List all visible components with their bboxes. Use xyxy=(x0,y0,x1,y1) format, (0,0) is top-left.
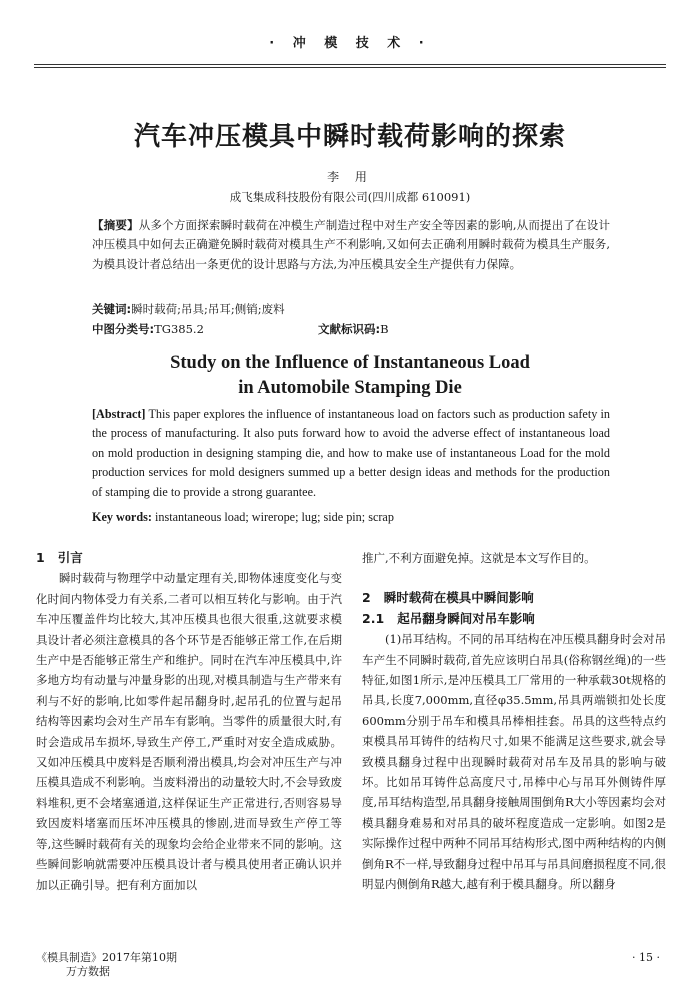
article-title-en-line2: in Automobile Stamping Die xyxy=(238,378,462,398)
clc-label: 中图分类号: xyxy=(92,322,155,336)
article-title-zh: 汽车冲压模具中瞬时载荷影响的探索 xyxy=(133,122,566,152)
footer-watermark: 万方数据 xyxy=(66,965,110,978)
keywords-zh-text: 瞬时载荷;吊具;吊耳;侧销;废料 xyxy=(131,302,285,316)
keywords-en-label: Key words: xyxy=(92,510,152,524)
keywords-zh-label: 关键词: xyxy=(92,302,132,316)
right-column xyxy=(362,548,666,895)
footer-journal xyxy=(36,951,177,979)
column-spacer xyxy=(362,568,666,588)
clc-value: TG385.2 xyxy=(154,322,204,336)
author-name: 李 用 xyxy=(327,170,373,184)
section-2-title: 瞬时载荷在模具中瞬间影响 xyxy=(383,590,534,606)
section-2-number: 2 xyxy=(362,590,371,606)
keywords-en-text: instantaneous load; wirerope; lug; side pin; scrap xyxy=(151,510,394,524)
header-rule-top xyxy=(34,64,666,65)
abstract-en-label: [Abstract] xyxy=(92,407,146,421)
abstract-en-text: This paper explores the influence of instantaneous load on factors such as production safety in the process of manufacturing. It also puts forward how to avoid the adverse effect of instantaneous load on mold production in designing stamping die, and how to make use of instantaneous Load for the mold production services for mold designers summed up a better design ideas and methods for the production of stamping die to provide a strong guarantee. xyxy=(92,407,610,499)
classification-row xyxy=(92,320,610,339)
section-1-heading xyxy=(36,548,342,568)
section-2-1-heading xyxy=(362,609,666,629)
abstract-zh-text: 从多个方面探索瞬时载荷在冲模生产制造过程中对生产安全等因素的影响,从而提出了在设计冲压模具中如何去正确避免瞬时载荷对模具生产不利影响,又如何去正确利用瞬时载荷为模具生产服务,为模具设计者总结出一条更优的设计思路与方法,为冲压模具安全生产提供有力保障。 xyxy=(92,218,611,271)
doc-code-label: 文献标识码: xyxy=(318,322,381,336)
article-title-en-line1: Study on the Influence of Instantaneous Load xyxy=(170,353,530,373)
left-column xyxy=(36,548,342,895)
author-affiliation: 成飞集成科技股份有限公司(四川成都 610091) xyxy=(229,190,471,204)
doc-code-value: B xyxy=(380,322,389,336)
intro-continuation: 推广,不利方面避免掉。这就是本文写作目的。 xyxy=(362,551,596,565)
page-number: · 15 · xyxy=(632,951,660,964)
section-2-heading xyxy=(362,588,666,608)
abstract-en xyxy=(92,405,610,502)
section-1-title: 引言 xyxy=(57,550,83,565)
section-2-1-number: 2.1 xyxy=(362,610,385,626)
header-rule-bottom xyxy=(34,67,666,68)
keywords-en xyxy=(92,508,610,527)
abstract-zh-label: 【摘要】 xyxy=(92,218,139,232)
section-1-number: 1 xyxy=(36,550,45,565)
footer-journal-issue: 《模具制造》2017年第10期 xyxy=(36,951,177,964)
journal-section-label: · 冲 模 技 术 · xyxy=(269,36,431,51)
abstract-zh xyxy=(92,216,610,274)
section-1-paragraph: 瞬时载荷与物理学中动量定理有关,即物体速度变化与变化时间内物体受力有关系,二者可以相互转化与影响。由于汽车冲压覆盖件均比较大,其冲压模具也很大很重,这就要求模具设计者必须注意模具的各个环节是否能够正常工作,在后期生产中是否能够正常生产和维护。同时在汽车冲压模具中,许多地方均有动量与冲量身影的出现,对模具制造与生产带来有利与不好的影响,比如零件起吊翻身时,起吊孔的位置与起吊结构等因素均会对生产吊车有影响。当零件的质量很大时,有时会造成吊车损坏,导致生产停工,严重时对安全造成威胁。又如冲压模具中废料是否顺利滑出模具,均会对冲压生产与冲压模具造成不利影响。当废料滑出的动量较大时,不会导致废料堆积,更不会堵塞通道,这样保证生产正常进行,否则容易导致因废料堵塞而压坏冲压模具的惨剧,进而导致生产停工等等,这些瞬时载荷有关的现象均会给企业带来不同的影响。这些瞬间影响就需要冲压模具设计者与模具使用者正确认识并加以正确引导。把有利方面加以 xyxy=(36,571,342,892)
keywords-zh xyxy=(92,300,610,319)
section-2-1-title: 起吊翻身瞬间对吊车影响 xyxy=(397,610,535,626)
section-2-1-paragraph: (1)吊耳结构。不同的吊耳结构在冲压模具翻身时会对吊车产生不同瞬时载荷,首先应该明白吊具(俗称钢丝绳)的一些特征,如图1所示,是冲压模具工厂常用的一种承载30t规格的吊具,长度7,000mm,直径φ35.5mm,吊具两端锁扣处长度600mm分别于吊车和模具吊棒相挂套。吊具的这些特点约束模具吊耳铸件的结构尺寸,如果不能满足这些要求,就会导致模具翻身过程中出现瞬时载荷对吊车及吊具的影响与破坏。比如吊耳铸件总高度尺寸,吊棒中心与吊耳外侧铸件厚度,吊耳结构造型,吊具翻身接触周围倒角R大小等因素均会对模具翻身难易和对吊具的破坏程度造成一定影响。如图2是实际操作过程中两种不同吊耳结构形式,图中两种结构的内侧倒角R不一样,导致翻身过程中吊耳与吊具间磨损程度不同,很明显内侧倒角R越大,越有利于模具翻身。所以翻身 xyxy=(362,632,666,892)
